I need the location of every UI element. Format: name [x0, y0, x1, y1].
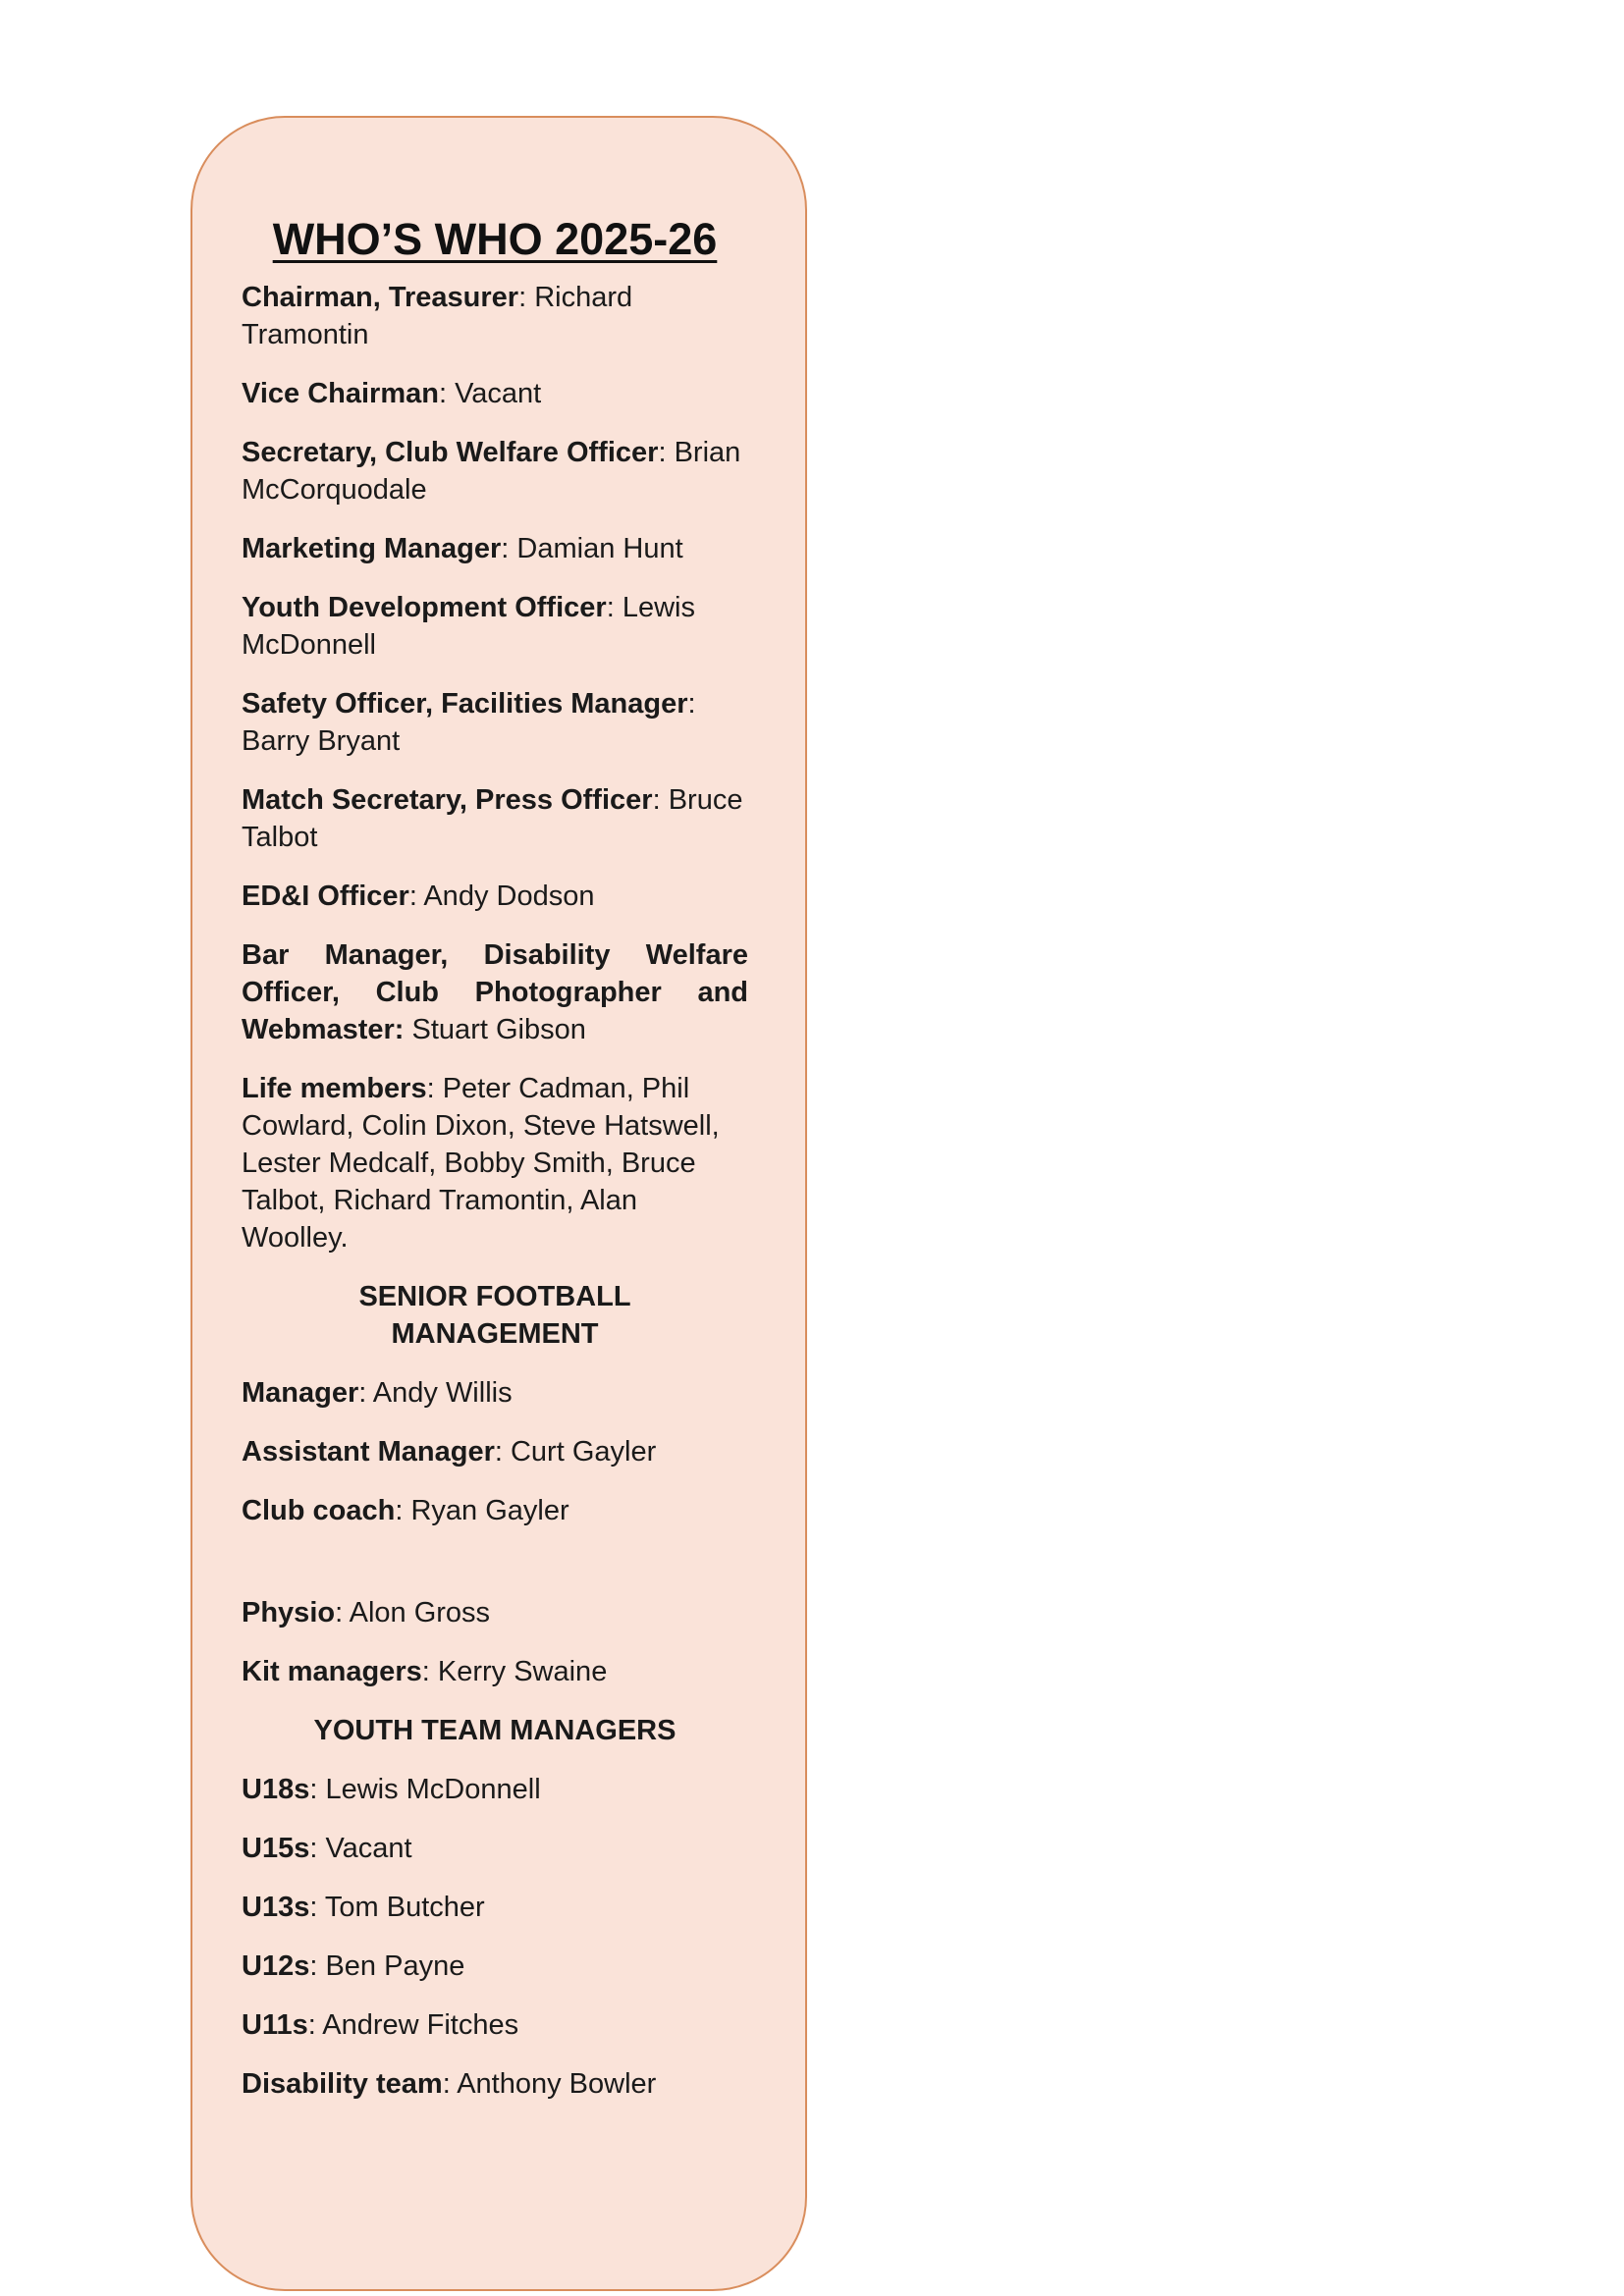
- entry-physio: [242, 1594, 748, 1631]
- entry-separator: :: [335, 1597, 350, 1629]
- entry-bar-manager: [242, 936, 748, 1048]
- entry-name: Ryan Gayler: [410, 1495, 569, 1526]
- entry-name: Andy Willis: [372, 1377, 513, 1409]
- entry-name: Curt Gayler: [510, 1436, 657, 1468]
- entry-separator: :: [358, 1377, 373, 1409]
- entry-assistant-manager: [242, 1433, 748, 1470]
- entry-role: U12s: [242, 1950, 310, 1982]
- entry-role: Secretary, Club Welfare Officer: [242, 437, 659, 468]
- entry-separator: :: [309, 1774, 326, 1805]
- entry-name: Andy Dodson: [423, 881, 595, 912]
- entry-edi-officer: [242, 878, 748, 915]
- entry-role: Manager: [242, 1377, 359, 1409]
- entry-role: Safety Officer, Facilities Manager: [242, 688, 688, 720]
- entry-separator: :: [442, 2068, 458, 2100]
- entry-name: Lewis McDonnell: [242, 592, 695, 661]
- entry-name: Kerry Swaine: [437, 1656, 608, 1687]
- entry-name: Peter Cadman, Phil Cowlard, Colin Dixon, Steve Hatswell, Lester Medcalf, Bobby Smith, Bruce Talbot, Richard Tramontin, Alan Woolley.: [242, 1073, 720, 1254]
- entry-separator: :: [501, 533, 517, 564]
- entry-u11s: [242, 2006, 748, 2044]
- entry-separator: :: [438, 378, 456, 409]
- entry-name: Anthony Bowler: [457, 2068, 657, 2100]
- entry-life-members: [242, 1070, 748, 1256]
- entry-role: U11s: [242, 2009, 308, 2041]
- section-heading-senior: SENIOR FOOTBALL MANAGEMENT: [358, 1281, 631, 1350]
- entry-separator: :: [606, 592, 623, 623]
- entry-role: Bar Manager, Disability Welfare Officer, Club Photographer and Webmaster:: [242, 939, 748, 1045]
- entry-name: Richard Tramontin: [242, 282, 633, 350]
- entry-separator: :: [421, 1656, 438, 1687]
- entry-role: Vice Chairman: [242, 378, 439, 409]
- entry-role: Disability team: [242, 2068, 443, 2100]
- entry-safety-officer: [242, 685, 748, 760]
- entry-role: Chairman, Treasurer: [242, 282, 519, 313]
- entry-u18s: [242, 1771, 748, 1808]
- entry-role: Assistant Manager: [242, 1436, 495, 1468]
- entry-name: Tom Butcher: [324, 1892, 485, 1923]
- entry-name: Vacant: [325, 1833, 412, 1864]
- entry-u13s: [242, 1889, 748, 1926]
- entry-vice-chairman: [242, 375, 748, 412]
- entry-separator: :: [309, 1950, 326, 1982]
- entry-marketing-manager: [242, 530, 748, 567]
- entry-name: Lewis McDonnell: [325, 1774, 541, 1805]
- entry-name: Alon Gross: [349, 1597, 491, 1629]
- entry-separator: :: [395, 1495, 411, 1526]
- entry-separator: :: [309, 1892, 325, 1923]
- entry-role: U13s: [242, 1892, 310, 1923]
- entry-role: Match Secretary, Press Officer: [242, 784, 653, 816]
- entry-separator: [404, 1014, 411, 1045]
- entry-youth-development-officer: [242, 589, 748, 664]
- spacer: [242, 1551, 748, 1594]
- entry-manager: [242, 1374, 748, 1412]
- entry-name: Bruce Talbot: [242, 784, 743, 853]
- entry-separator: :: [658, 437, 675, 468]
- entry-separator: :: [518, 282, 535, 313]
- entry-separator: :: [426, 1073, 443, 1104]
- entry-role: ED&I Officer: [242, 881, 409, 912]
- entry-role: U18s: [242, 1774, 310, 1805]
- entry-role: Marketing Manager: [242, 533, 502, 564]
- entry-chairman: [242, 279, 748, 353]
- entry-u15s: [242, 1830, 748, 1867]
- entry-u12s: [242, 1948, 748, 1985]
- entry-name: Vacant: [455, 378, 542, 409]
- entry-name: Brian McCorquodale: [242, 437, 741, 506]
- whos-who-panel: [190, 116, 807, 2291]
- section-heading-youth: YOUTH TEAM MANAGERS: [313, 1715, 677, 1746]
- entry-name: Andrew Fitches: [322, 2009, 519, 2041]
- entry-kit-managers: [242, 1653, 748, 1690]
- entry-name: Ben Payne: [325, 1950, 465, 1982]
- entry-name: Damian Hunt: [516, 533, 683, 564]
- entry-name: Barry Bryant: [242, 725, 401, 757]
- entry-separator: :: [307, 2009, 323, 2041]
- entry-separator: :: [309, 1833, 326, 1864]
- entry-disability-team: [242, 2065, 748, 2103]
- entry-separator: :: [652, 784, 669, 816]
- entry-separator: :: [494, 1436, 511, 1468]
- entry-separator: :: [408, 881, 424, 912]
- entry-match-secretary: [242, 781, 748, 856]
- whos-who-content: [242, 214, 748, 2124]
- entry-role: U15s: [242, 1833, 310, 1864]
- entry-separator: :: [687, 688, 696, 720]
- entry-secretary: [242, 434, 748, 508]
- entry-role: Youth Development Officer: [242, 592, 607, 623]
- entry-name: Stuart Gibson: [411, 1014, 586, 1045]
- entry-role: Life members: [242, 1073, 427, 1104]
- entry-role: Physio: [242, 1597, 336, 1629]
- entry-club-coach: [242, 1492, 748, 1529]
- page-title: WHO’S WHO 2025-26: [272, 214, 718, 264]
- entry-role: Club coach: [242, 1495, 396, 1526]
- entry-role: Kit managers: [242, 1656, 422, 1687]
